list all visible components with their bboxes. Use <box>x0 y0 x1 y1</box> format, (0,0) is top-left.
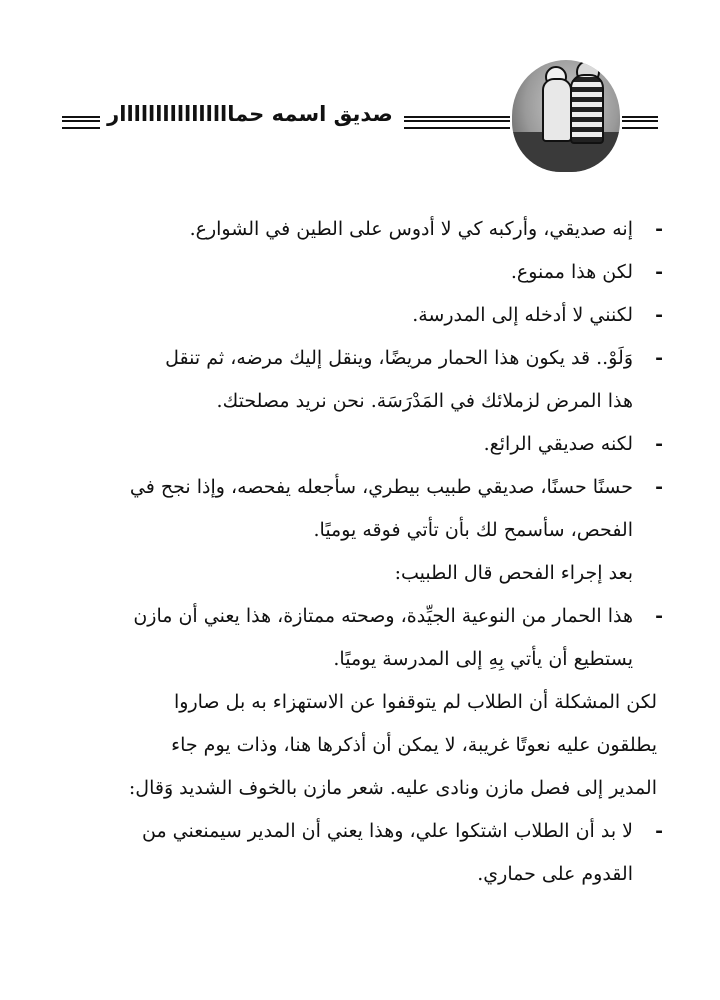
dialogue-line: - لكنه صديقي الرائع. <box>60 423 665 466</box>
header-rule-left <box>62 116 100 129</box>
header-rule-middle <box>404 116 510 129</box>
dialogue-continuation: يستطيع أن يأتي بِهِ إلى المدرسة يوميًا. <box>333 648 633 670</box>
dialogue-continuation: الفحص، سأسمح لك بأن تأتي فوقه يوميًا. <box>313 519 633 541</box>
dialogue-line: - لكن هذا ممنوع. <box>60 251 665 294</box>
illustration-man <box>570 74 604 144</box>
illustration-boy <box>542 78 572 142</box>
chapter-illustration <box>512 60 620 172</box>
narration-line: بعد إجراء الفحص قال الطبيب: <box>394 562 633 584</box>
narration-line: لكن المشكلة أن الطلاب لم يتوقفوا عن الاستهزاء به بل صاروا <box>173 691 657 713</box>
dialogue-line: - وَلَوْ.. قد يكون هذا الحمار مريضًا، وينقل إليك مرضه، ثم تنقل <box>60 337 665 380</box>
dialogue-continuation: القدوم على حماري. <box>477 863 633 885</box>
dialogue-line: - لا بد أن الطلاب اشتكوا علي، وهذا يعني أن المدير سيمنعني من <box>60 810 665 853</box>
narration-line: يطلقون عليه نعوتًا غريبة، لا يمكن أن أذكرها هنا، وذات يوم جاء <box>171 734 657 756</box>
header-rule-right <box>622 116 658 129</box>
dialogue-line: - هذا الحمار من النوعية الجيِّدة، وصحته ممتازة، هذا يعني أن مازن <box>60 595 665 638</box>
dialogue-line: - إنه صديقي، وأركبه كي لا أدوس على الطين في الشوارع. <box>60 208 665 251</box>
story-text <box>60 208 665 896</box>
chapter-title: صديق اسمه حماااااااااااااااار <box>107 102 393 126</box>
chapter-header <box>0 60 720 180</box>
dialogue-line: - لكنني لا أدخله إلى المدرسة. <box>60 294 665 337</box>
dialogue-continuation: هذا المرض لزملائك في المَدْرَسَة. نحن نريد مصلحتك. <box>216 390 633 412</box>
narration-line: المدير إلى فصل مازن ونادى عليه. شعر مازن بالخوف الشديد وَقال: <box>128 777 657 799</box>
dialogue-line: - حسنًا حسنًا، صديقي طبيب بيطري، سأجعله يفحصه، وإذا نجح في <box>60 466 665 509</box>
